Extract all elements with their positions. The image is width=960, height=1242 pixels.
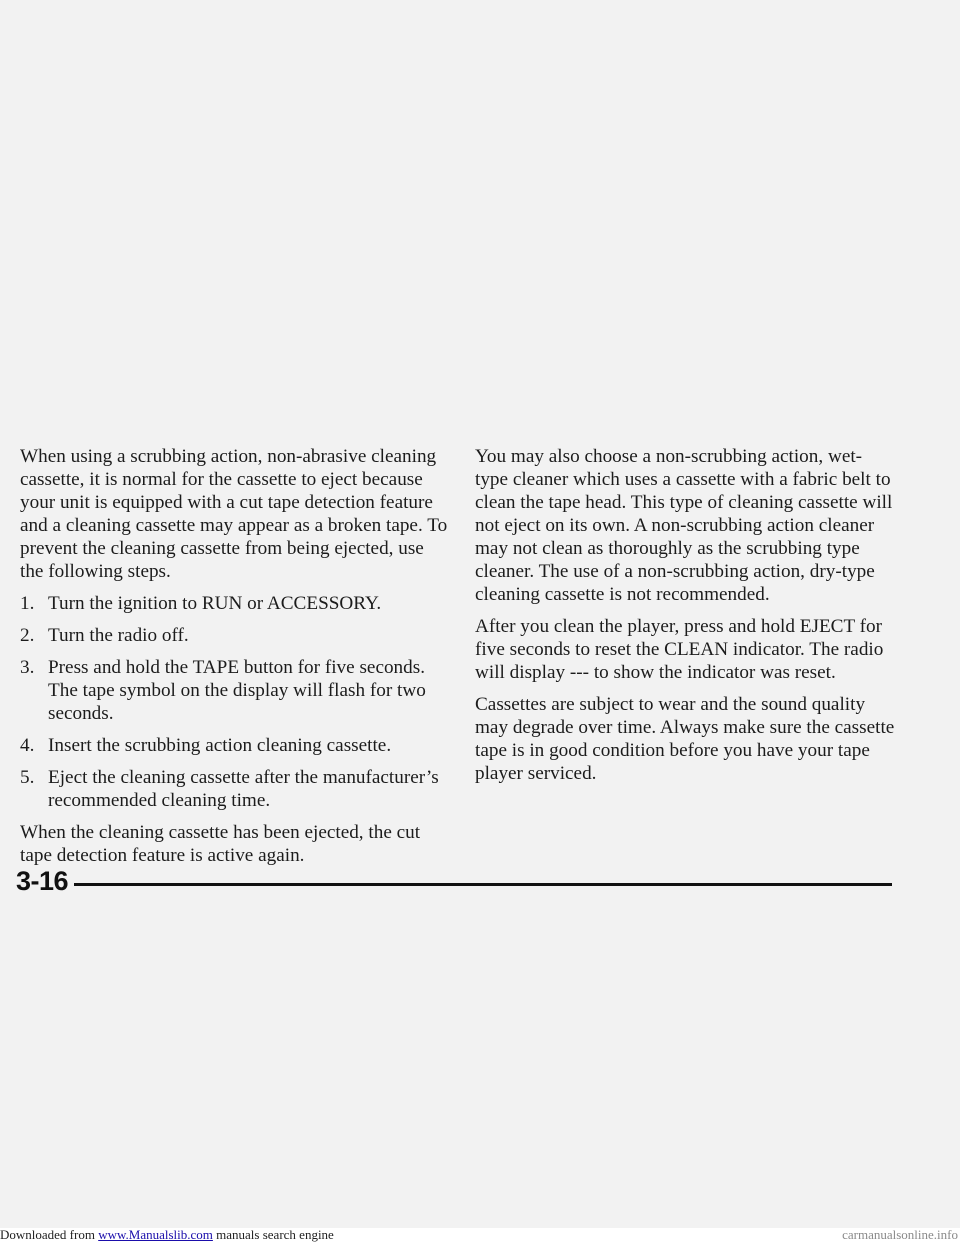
- download-prefix: Downloaded from: [0, 1227, 99, 1242]
- left-column: [20, 445, 452, 876]
- wet-cleaner-paragraph: You may also choose a non-scrubbing action, wet-type cleaner which uses a cassette with a fabric belt to clean the tape head. This type of cleaning cassette will not eject on its own. A non-scrubbing action cleaner may not clean as thoroughly as the scrubbing type cleaner. The use of a non-scrubbing action, dry-type cleaning cassette is not recommended.: [475, 446, 893, 605]
- download-suffix: manuals search engine: [212, 1227, 334, 1242]
- step-item: [20, 592, 452, 615]
- footer-rule: [74, 883, 892, 886]
- download-note: [0, 1228, 334, 1242]
- step-item: [20, 734, 452, 757]
- right-column: [475, 445, 895, 794]
- step-item: [20, 766, 452, 812]
- step-text: Turn the radio off.: [48, 625, 189, 646]
- watermark-brand: carmanualsonline.info: [842, 1227, 958, 1242]
- page-footer: [16, 866, 892, 896]
- step-number: 2.: [20, 625, 35, 646]
- download-bar: [0, 1228, 960, 1242]
- step-text: Press and hold the TAPE button for five seconds. The tape symbol on the display will flash for two seconds.: [48, 657, 426, 724]
- step-item: [20, 656, 452, 725]
- step-number: 1.: [20, 593, 35, 614]
- step-text: Insert the scrubbing action cleaning cassette.: [48, 735, 392, 756]
- steps-list: [20, 592, 452, 812]
- reset-indicator-paragraph: After you clean the player, press and hold EJECT for five seconds to reset the CLEAN indicator. The radio will display --- to show the indicator was reset.: [475, 616, 884, 683]
- step-number: 3.: [20, 657, 35, 678]
- step-text: Eject the cleaning cassette after the manufacturer’s recommended cleaning time.: [48, 767, 439, 811]
- step-text: Turn the ignition to RUN or ACCESSORY.: [48, 593, 382, 614]
- step-item: [20, 624, 452, 647]
- page-number: 3-16: [16, 865, 69, 896]
- intro-paragraph: When using a scrubbing action, non-abrasive cleaning cassette, it is normal for the cassette to eject because your unit is equipped with a cut tape detection feature and a cleaning cassette may appear as a broken tape. To prevent the cleaning cassette from being ejected, use the following steps.: [20, 446, 448, 582]
- cassette-wear-paragraph: Cassettes are subject to wear and the sound quality may degrade over time. Always make sure the cassette tape is in good condition before you have your tape player serviced.: [475, 694, 895, 784]
- step-number: 4.: [20, 735, 35, 756]
- manualslib-link[interactable]: www.Manualslib.com: [98, 1227, 213, 1242]
- step-number: 5.: [20, 767, 35, 788]
- outro-paragraph: When the cleaning cassette has been ejected, the cut tape detection feature is active again.: [20, 822, 421, 866]
